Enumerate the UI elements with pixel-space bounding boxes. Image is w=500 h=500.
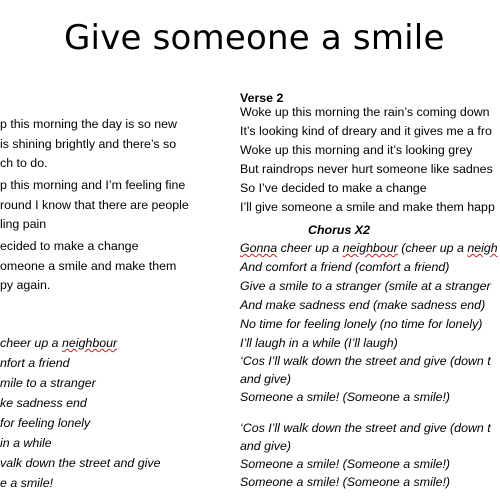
chorus2-line: And make sadness end (make sadness end) (240, 298, 486, 312)
chorus2-heading: Chorus X2 (308, 223, 370, 237)
verse1-line: omeone a smile and make them (0, 259, 177, 273)
chorus1-line: nfort a friend (0, 356, 70, 370)
verse1-line: is shining brightly and there’s so (0, 137, 177, 151)
verse1-line: ling pain (0, 217, 47, 231)
chorus1-line: in a while (0, 436, 52, 450)
verse2-line: So I’ve decided to make a change (240, 181, 427, 195)
verse1-line: ecided to make a change (0, 239, 139, 253)
slide-title: Give someone a smile (64, 18, 445, 58)
chorus2-text: (cheer up a (397, 241, 468, 255)
spellcheck-word: neighbour (342, 241, 398, 255)
outro-line: Someone a smile! (Someone a smile!) (240, 475, 451, 489)
chorus1-text: cheer up a (0, 336, 62, 350)
chorus2-line: And comfort a friend (comfort a friend) (240, 260, 450, 274)
verse2-heading: Verse 2 (240, 91, 284, 105)
outro-line: Someone a smile! (Someone a smile!) (240, 457, 451, 471)
spellcheck-word: neighbour (62, 336, 118, 350)
chorus2-line: Someone a smile! (Someone a smile!) (240, 390, 451, 404)
chorus1-line: mile to a stranger (0, 376, 96, 390)
chorus2-line: I’ll laugh in a while (I’ll laugh) (240, 336, 398, 350)
verse1-line: p this morning and I’m feeling fine (0, 178, 186, 192)
verse2-line: It’s looking kind of dreary and it gives me a fro (240, 124, 492, 138)
chorus1-line: for feeling lonely (0, 416, 91, 430)
chorus2-line: and give) (240, 372, 291, 386)
verse2-line: Woke up this morning and it’s looking grey (240, 143, 473, 157)
verse2-line: But raindrops never hurt someone like sadnes (240, 162, 493, 176)
chorus2-line (240, 238, 498, 258)
verse1-line: ch to do. (0, 156, 48, 170)
outro-line: ‘Cos I’ll walk down the street and give (down t (240, 421, 491, 435)
verse1-line: round I know that there are people (0, 198, 189, 212)
spellcheck-word: neigh (467, 241, 498, 255)
chorus2-line: Give a smile to a stranger (smile at a stranger (240, 279, 491, 293)
chorus1-line: e a smile! (0, 476, 54, 490)
outro-line: and give) (240, 439, 291, 453)
verse2-line: Woke up this morning the rain’s coming down (240, 105, 490, 119)
chorus2-line: ‘Cos I’ll walk down the street and give (down t (240, 354, 491, 368)
chorus1-line: valk down the street and give (0, 456, 161, 470)
spellcheck-word: Gonna (240, 241, 278, 255)
chorus1-line (0, 333, 117, 353)
verse2-line: I’ll give someone a smile and make them happ (240, 200, 495, 214)
verse1-line: p this morning the day is so new (0, 117, 178, 131)
chorus2-text: cheer up a (277, 241, 343, 255)
verse1-line: py again. (0, 278, 51, 292)
chorus1-line: ke sadness end (0, 396, 87, 410)
chorus2-line: No time for feeling lonely (no time for lonely) (240, 317, 483, 331)
